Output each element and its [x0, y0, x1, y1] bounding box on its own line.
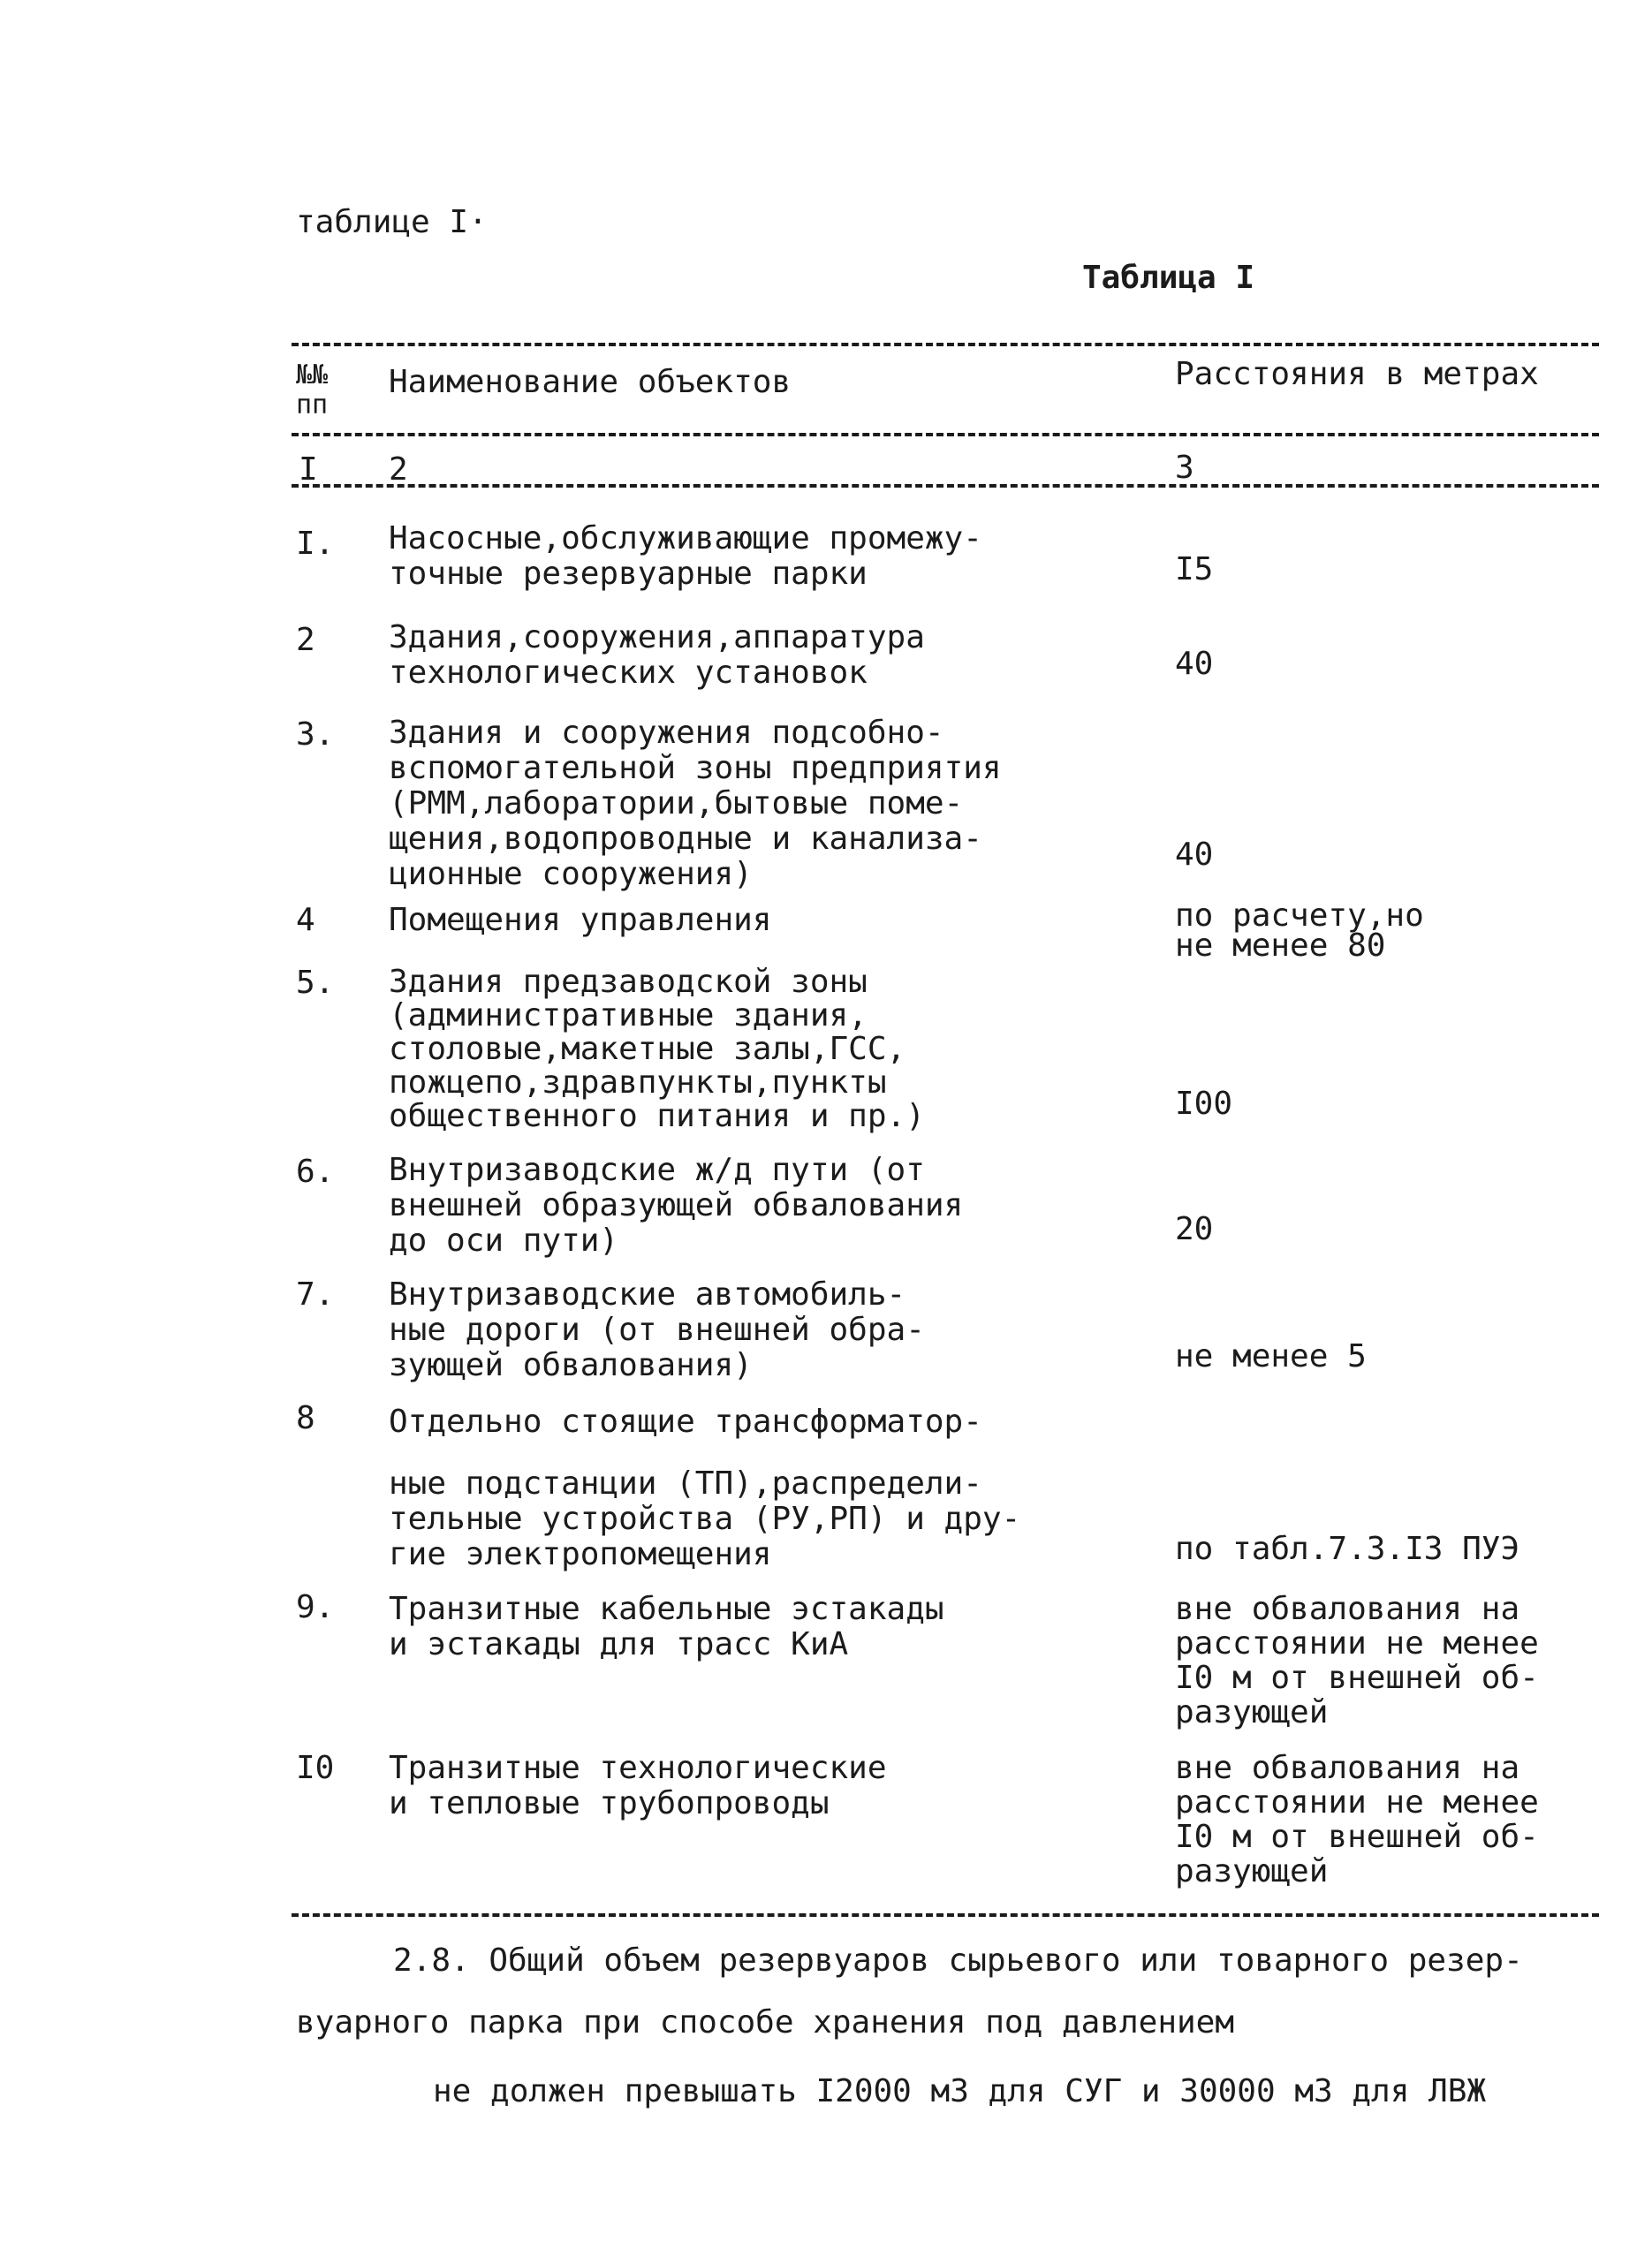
row-3-distance: 40	[1175, 837, 1214, 873]
row-9-distance: вне обвалования на расстоянии не менее I0 м от внешней об- разующей	[1175, 1591, 1539, 1730]
row-5-distance: I00	[1175, 1086, 1233, 1122]
row-8-name-continued: ные подстанции (ТП),распредели- тельные устройства (РУ,РП) и дру- гие электропомещения	[389, 1465, 1021, 1572]
table-bottom-rule	[292, 1913, 1599, 1917]
table-caption: Таблица I	[1082, 260, 1255, 296]
row-8-name: Отдельно стоящие трансформатор-	[389, 1404, 982, 1440]
row-1-name: Насосные,обслуживающие промежу- точные резервуарные парки	[389, 520, 982, 592]
row-6-name: Внутризаводские ж/д пути (от внешней образующей обвалования до оси пути)	[389, 1152, 964, 1259]
row-4-distance: по расчету,но не менее 80	[1175, 897, 1424, 964]
row-5-num: 5.	[296, 965, 335, 1001]
column-number-3: 3	[1175, 450, 1194, 486]
column-number-1: I	[299, 451, 318, 488]
row-7-name: Внутризаводские автомобиль- ные дороги (от внешней обра- зующей обвалования)	[389, 1276, 925, 1383]
row-9-name: Транзитные кабельные эстакады и эстакады для трасс КиА	[389, 1591, 944, 1662]
table-top-rule	[292, 343, 1599, 346]
column-number-2: 2	[389, 451, 408, 488]
row-6-num: 6.	[296, 1154, 335, 1190]
row-6-distance: 20	[1175, 1211, 1214, 1247]
row-5-name: Здания предзаводской зоны (административные здания, столовые,макетные залы,ГСС, пожцепо,здравпункты,пункты общественного питания и пр.)	[389, 964, 925, 1134]
row-7-num: 7.	[296, 1276, 335, 1313]
header-distance: Расстояния в метрах	[1175, 356, 1539, 392]
row-10-num: I0	[296, 1750, 335, 1786]
row-4-name: Помещения управления	[389, 902, 772, 938]
row-7-distance: не менее 5	[1175, 1338, 1367, 1374]
row-3-num: 3.	[296, 716, 335, 753]
row-2-num: 2	[296, 622, 315, 658]
header-name: Наименование объектов	[389, 364, 792, 400]
row-10-name: Транзитные технологические и тепловые трубопроводы	[389, 1750, 887, 1821]
row-2-name: Здания,сооружения,аппаратура технологических установок	[389, 619, 925, 691]
intro-text: таблице I·	[296, 204, 488, 240]
paragraph-line-3: не должен превышать I2000 м3 для СУГ и 30000 м3 для ЛВЖ	[433, 2073, 1487, 2109]
row-10-distance: вне обвалования на расстоянии не менее I0 м от внешней об- разующей	[1175, 1750, 1539, 1889]
header-bottom-rule	[292, 433, 1599, 436]
row-4-num: 4	[296, 902, 315, 938]
row-1-distance: I5	[1175, 551, 1214, 587]
row-8-distance: по табл.7.3.I3 ПУЭ	[1175, 1531, 1520, 1567]
header-num: №№ пп	[296, 360, 329, 420]
paragraph-line-1: 2.8. Общий объем резервуаров сырьевого или товарного резер-	[393, 1942, 1523, 1979]
row-9-num: 9.	[296, 1589, 335, 1625]
paragraph-line-2: вуарного парка при способе хранения под давлением	[296, 2004, 1235, 2041]
row-2-distance: 40	[1175, 646, 1214, 682]
row-3-name: Здания и сооружения подсобно- вспомогательной зоны предприятия (РММ,лаборатории,бытовые поме- щения,водопроводные и канализа- ционные сооружения)	[389, 715, 1002, 892]
row-8-num: 8	[296, 1400, 315, 1436]
row-1-num: I.	[296, 526, 335, 562]
column-numbers-rule	[292, 484, 1599, 488]
